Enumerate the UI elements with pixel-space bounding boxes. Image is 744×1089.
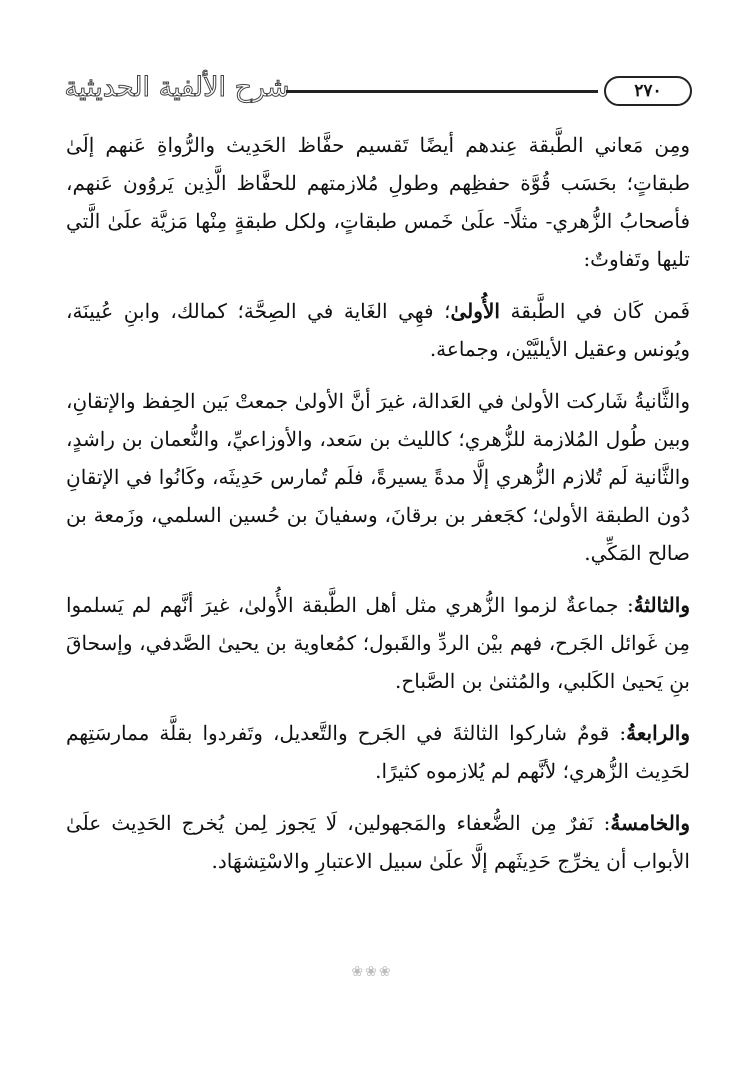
paragraph-fourth-tier xyxy=(66,714,690,790)
tier-heading: والخامسةُ xyxy=(610,811,690,835)
paragraph-text: : نَفرٌ مِن الضُّعفاء والمَجهولين، لَا يَجوز لِمن يُخرج الحَدِيث علَىٰ الأبواب أن يخرِّج حَدِيثَهم إلَّا علَىٰ سبيل الاعتبارِ والاسْتِشهَاد. xyxy=(66,811,690,873)
page-header xyxy=(58,62,692,112)
book-title: شرح الألفية الحديثية xyxy=(64,72,290,103)
tier-heading: الأُولىٰ xyxy=(450,299,500,323)
page-number-box xyxy=(604,76,692,106)
paragraph-text: : قومٌ شاركوا الثالثةَ في الجَرح والتَّعديل، وتَفردوا بقلَّة ممارسَتِهم لحَدِيث الزُّهري؛ لأنَّهم لم يُلازموه كثيرًا. xyxy=(66,721,690,783)
tier-heading: والرابعةُ xyxy=(626,721,690,745)
header-rule xyxy=(286,90,598,93)
paragraph-text: ؛ فهِي الغَاية في الصِحَّة؛ كمالك، وابنِ عُيينَة، ويُونس وعقيل الأيليَّيْن، وجماعة. xyxy=(66,299,690,361)
paragraph-intro xyxy=(66,126,690,278)
page-number: ٢٧٠ xyxy=(634,81,662,101)
section-end-ornament: ❀❀❀ xyxy=(351,964,393,980)
paragraph-fifth-tier xyxy=(66,804,690,880)
paragraph-text: والثَّانيةُ شَاركت الأولىٰ في العَدالة، غيرَ أنَّ الأولىٰ جمعتْ بَين الحِفظ والإتقانِ، وبين طُول المُلازمة للزُّهري؛ كالليث بن سَعد، والأوزاعيِّ، والنُّعمان بن راشدٍ، والثَّانية لَم تُلازم الزُّهري إلَّا مدةً يسيرةً، فلَم تُمارس حَدِيثَه، وكَانُوا في الإتقانِ دُون الطبقة الأولىٰ؛ كجَعفر بن برقانَ، وسفيانَ بن حُسين السلمي، وزَمعة بن صالح المَكِّي. xyxy=(65,389,690,565)
page-body xyxy=(66,126,690,880)
paragraph-text: ومِن مَعاني الطَّبقة عِندهم أيضًا تَقسيم حفَّاظ الحَدِيث والرُّواةِ عَنهم إلَىٰ طبقاتٍ؛ بحَسَب قُوَّة حفظِهم وطولِ مُلازمتهم للحفَّاظ الَّذِين يَروُون عَنهم، فأصحابُ الزُّهري- مثلًا- علَىٰ خَمس طبقاتٍ، ولكل طبقةٍ مِنْها مَزيَّة علَىٰ الَّتي تليها وتَفاوتٌ: xyxy=(66,133,690,271)
tier-heading: والثالثةُ xyxy=(633,593,690,617)
paragraph-second-tier xyxy=(66,382,690,572)
paragraph-text: : جماعةٌ لزموا الزُّهري مثل أهل الطَّبقة الأُولىٰ، غيرَ أنَّهم لم يَسلموا مِن غَوائل الجَرح، فهم بيْن الردِّ والقَبول؛ كمُعاوية بن يحيىٰ الصَّدفي، وإسحاقَ بنِ يَحيىٰ الكَلبي، والمُثنىٰ بن الصَّباح. xyxy=(66,593,690,693)
paragraph-first-tier xyxy=(66,292,690,368)
paragraph-third-tier xyxy=(66,586,690,700)
paragraph-prefix: فَمن كَان في الطَّبقة xyxy=(499,299,691,323)
